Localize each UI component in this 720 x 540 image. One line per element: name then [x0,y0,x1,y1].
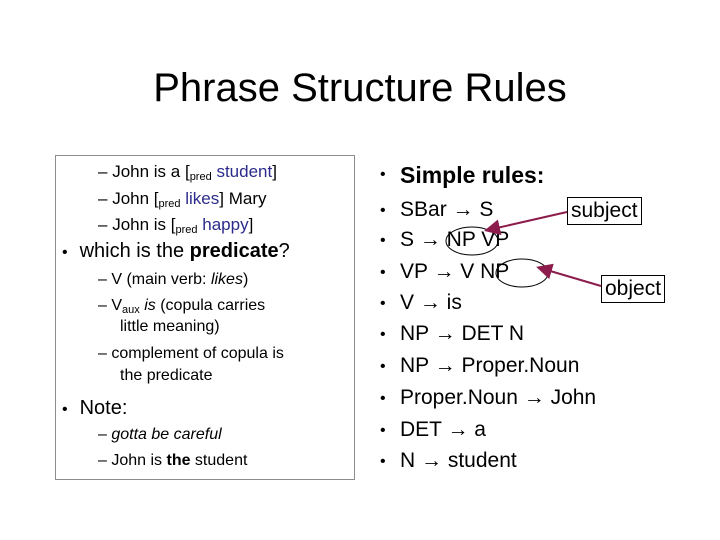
bullet: • [380,358,386,375]
bullet: • [380,422,386,439]
object-callout: object [601,275,665,303]
np-circle-object [496,259,548,287]
answer-aux-verb-cont: little meaning) [120,318,220,335]
example-2: – John [pred likes] Mary [98,189,267,210]
rule-item: NP → Proper.Noun [400,354,580,377]
note-line: • Note: [62,397,128,419]
rule-item: S → NP VP [400,228,510,251]
subject-callout: subject [567,197,642,225]
example-3: – John is [pred happy] [98,215,254,236]
rule-item: Proper.Noun → John [400,386,597,409]
note-item-2: – John is the student [98,452,248,469]
answer-complement-cont: the predicate [120,367,213,384]
bullet: • [380,202,386,219]
rule-item: DET → a [400,418,486,441]
bullet: • [380,232,386,249]
note-item-1: – gotta be careful [98,426,222,443]
slide-title: Phrase Structure Rules [153,66,567,110]
bullet: • [380,453,386,470]
question-line: • which is the predicate? [62,240,290,262]
bullet: • [380,326,386,343]
rule-item: V → is [400,291,462,314]
rule-item: NP → DET N [400,322,525,345]
answer-complement: – complement of copula is [98,345,284,362]
rules-heading: Simple rules: [400,162,545,188]
rule-item: N → student [400,449,517,472]
object-arrow [540,268,601,286]
example-1: – John is a [pred student] [98,162,277,183]
bullet: • [380,264,386,281]
rule-item: VP → V NP [400,260,510,283]
np-circle-subject [446,227,498,255]
subject-arrow [488,212,567,230]
answer-aux-verb: – Vaux is (copula carries [98,297,266,316]
bullet: • [380,295,386,312]
answer-main-verb: – V (main verb: likes) [98,271,249,288]
bullet: • [380,166,386,183]
rule-item: SBar → S [400,198,494,221]
bullet: • [380,390,386,407]
